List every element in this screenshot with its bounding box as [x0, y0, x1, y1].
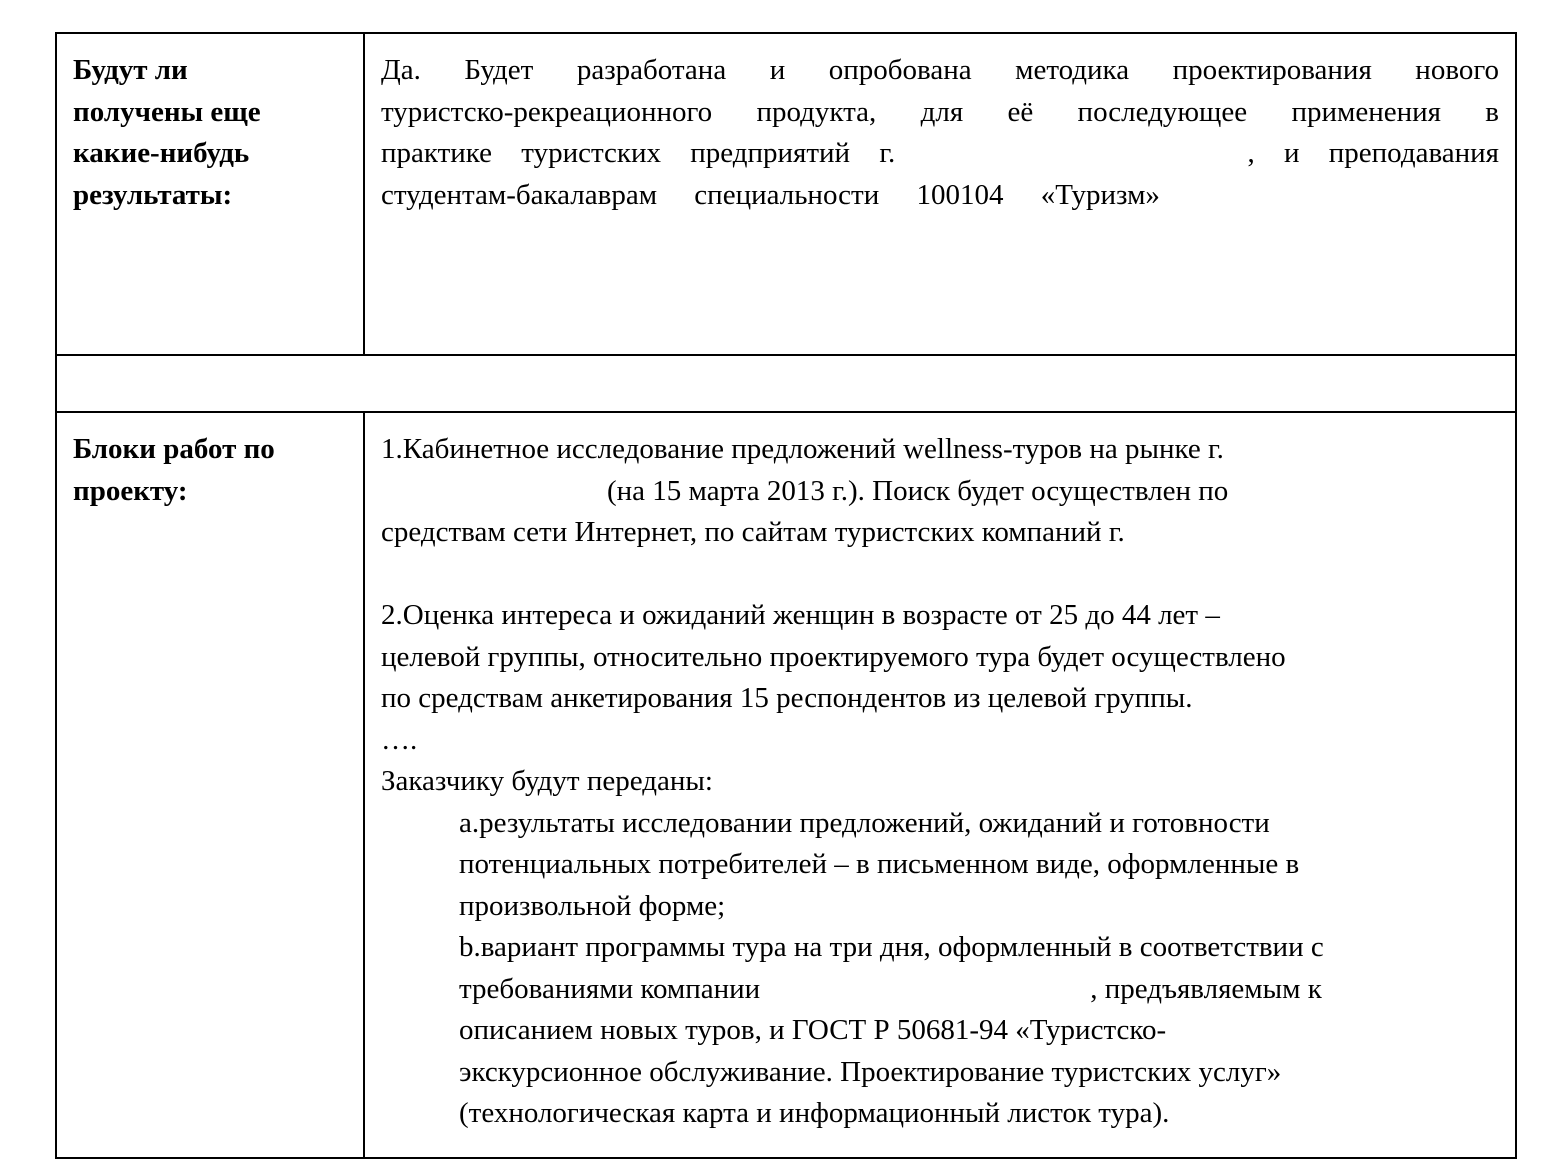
results-content-cell [364, 33, 1516, 355]
item-2-line: 2.Оценка интереса и ожиданий женщин в возрасте от 25 до 44 лет – [381, 599, 1220, 631]
blank-line [381, 554, 1499, 596]
handover-item-b-segment: , предъявляемым к [1090, 972, 1322, 1005]
project-table [55, 32, 1517, 1159]
blocks-row [56, 412, 1516, 1158]
item-2-line: по средствам анкетирования 15 респондентов из целевой группы. [381, 682, 1193, 714]
handover-item-a [459, 803, 1499, 928]
results-row [56, 33, 1516, 355]
spacer-cell [56, 355, 1516, 412]
handover-item-b-line: описанием новых туров, и ГОСТ Р 50681-94 «Туристско- [459, 1014, 1167, 1046]
item-1-line: 1.Кабинетное исследование предложений wellness-туров на рынке г. [381, 433, 1224, 465]
results-label-line: Будут ли [73, 54, 188, 86]
handover-list [381, 803, 1499, 1135]
handover-item-b-line: (технологическая карта и информационный листок тура). [459, 1097, 1170, 1129]
handover-item-a-line: потенциальных потребителей – в письменном виде, оформленные в [459, 848, 1300, 880]
results-label-line: получены еще [73, 95, 261, 128]
item-2-line: целевой группы, относительно проектируемого тура будет осуществлено [381, 640, 1286, 673]
results-label-line: какие-нибудь [73, 137, 250, 169]
handover-item-b-line [459, 969, 1499, 1011]
blocks-label-line: проекту: [73, 474, 188, 507]
handover-item-b-line: b.вариант программы тура на три дня, оформленный в соответствии с [459, 931, 1324, 963]
handover-item-b-segment: требованиями компании [459, 972, 761, 1005]
results-label-line: результаты: [73, 178, 233, 211]
handover-item-b [459, 927, 1499, 1135]
handover-item-a-line: a.результаты исследовании предложений, ожиданий и готовности [459, 806, 1270, 839]
blocks-label-line: Блоки работ по [73, 433, 275, 465]
results-text-line: студентам-бакалаврам специальности 100104 «Туризм» [381, 178, 1160, 211]
results-text-segment: практике туристских предприятий г. [381, 137, 896, 169]
results-label-cell [56, 33, 364, 355]
item-1-line: (на 15 марта 2013 г.). Поиск будет осуществлен по [607, 474, 1229, 507]
spacer-row [56, 355, 1516, 412]
blocks-content-cell [364, 412, 1516, 1158]
ellipsis-line: …. [381, 723, 418, 756]
results-text-line: туристско-рекреационного продукта, для её последующее применения в [381, 95, 1499, 128]
results-text-line: Да. Будет разработана и опробована методика проектирования нового [381, 54, 1499, 86]
handover-title: Заказчику будут переданы: [381, 765, 713, 797]
item-1-line: средствам сети Интернет, по сайтам туристских компаний г. [381, 516, 1125, 548]
handover-item-b-line: экскурсионное обслуживание. Проектирование туристских услуг» [459, 1055, 1282, 1088]
results-text-line [381, 133, 1499, 175]
blocks-label-cell [56, 412, 364, 1158]
handover-item-a-line: произвольной форме; [459, 889, 726, 922]
results-text-segment: , и преподавания [1247, 137, 1499, 169]
